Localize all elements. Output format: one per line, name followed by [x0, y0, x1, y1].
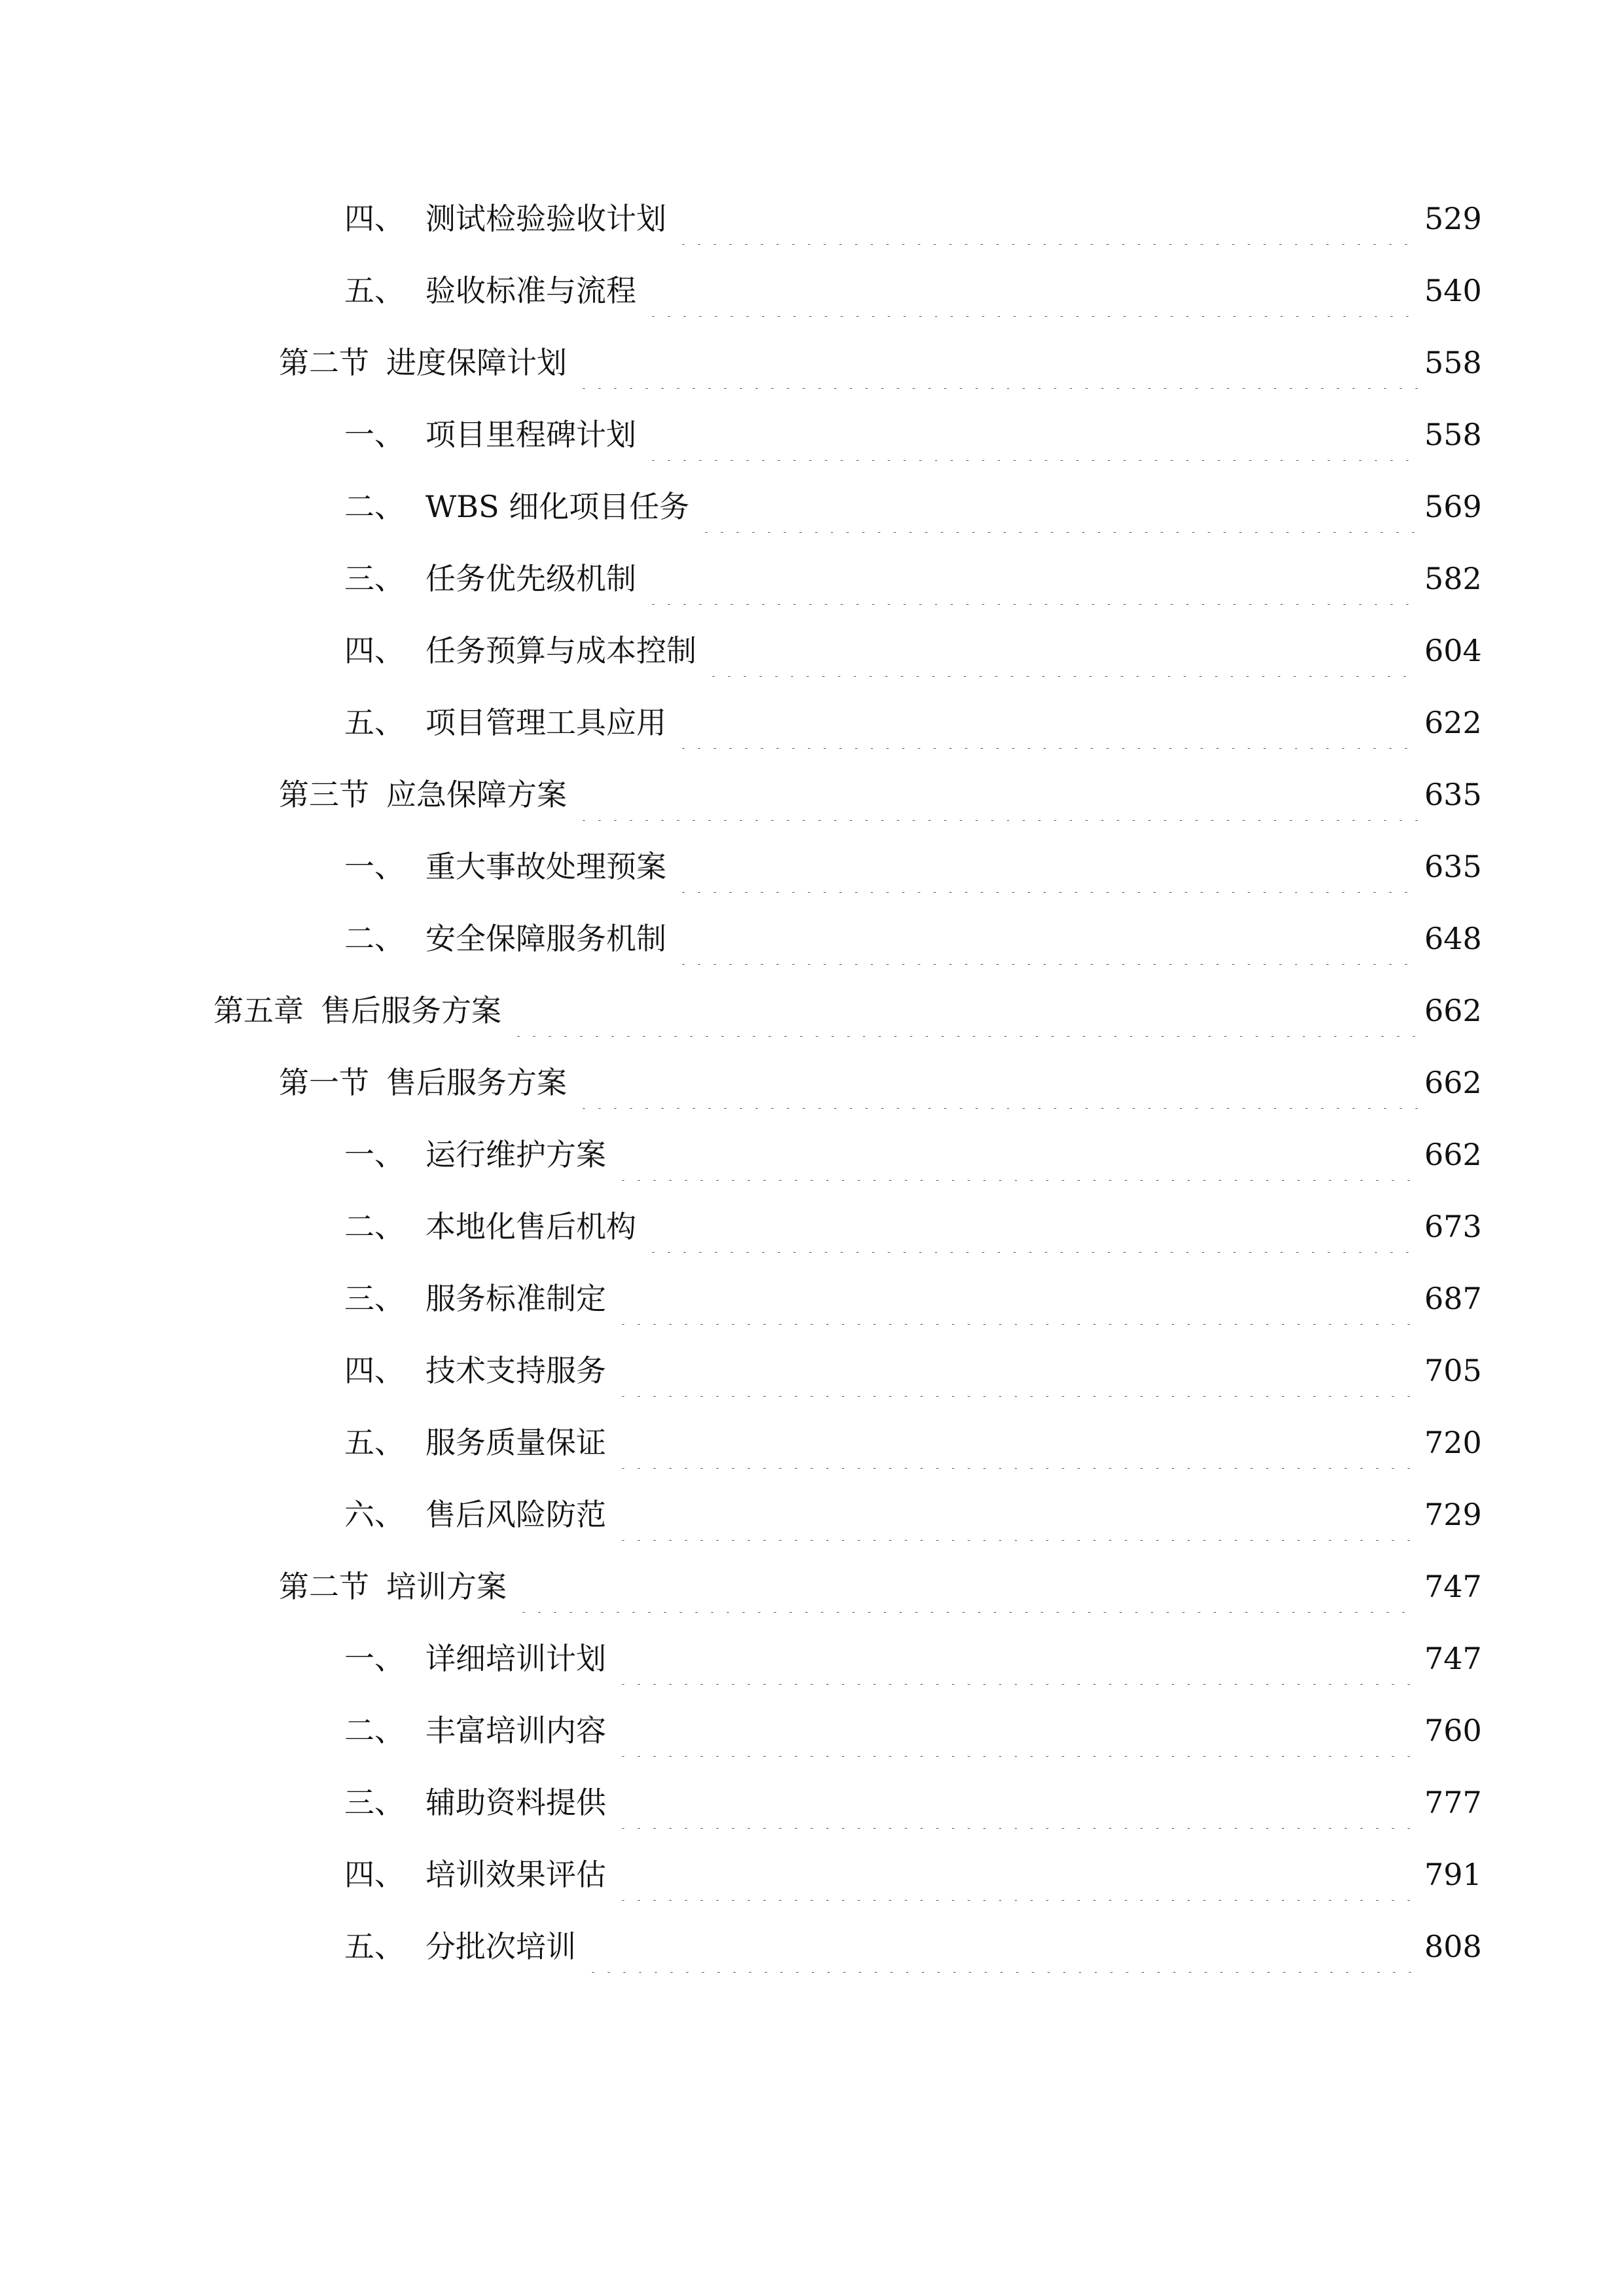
toc-entry-title: 培训方案 — [386, 1569, 507, 1604]
toc-entry-title: 应急保障方案 — [386, 777, 567, 812]
toc-entry-number: 六、 — [344, 1497, 405, 1532]
toc-entry-page: 529 — [1424, 201, 1482, 236]
toc-entry-number: 第三节 — [279, 777, 369, 812]
toc-entry-number: 二、 — [344, 1713, 405, 1748]
toc-entry-page: 622 — [1424, 705, 1482, 740]
toc-entry-number: 三、 — [344, 561, 405, 596]
toc-entry-number: 第二节 — [279, 1569, 369, 1604]
toc-entry-number: 第一节 — [279, 1065, 369, 1100]
dot-leader — [576, 768, 1418, 821]
dot-leader — [615, 1704, 1418, 1757]
toc-entry-title: 培训效果评估 — [425, 1857, 606, 1892]
toc-entry-title: 分批次培训 — [425, 1929, 576, 1964]
dot-leader — [676, 192, 1418, 245]
toc-entry[interactable] — [279, 1560, 1482, 1613]
toc-entry-page: 777 — [1424, 1785, 1482, 1820]
toc-entry-title: 辅助资料提供 — [425, 1785, 606, 1820]
dot-leader — [576, 336, 1418, 389]
toc-entry-page: 558 — [1424, 345, 1482, 380]
toc-entry[interactable] — [344, 624, 1482, 677]
toc-entry[interactable] — [279, 768, 1482, 821]
toc-entry[interactable] — [344, 1128, 1482, 1181]
toc-entry-page: 808 — [1424, 1929, 1482, 1964]
toc-entry-page: 582 — [1424, 561, 1482, 596]
toc-entry-number: 二、 — [344, 489, 405, 524]
toc-entry[interactable] — [344, 1416, 1482, 1469]
dot-leader — [516, 1560, 1418, 1613]
dot-leader — [615, 1128, 1418, 1181]
toc-entry-title: 重大事故处理预案 — [425, 849, 666, 884]
toc-entry[interactable] — [344, 552, 1482, 605]
toc-entry-title: 详细培训计划 — [425, 1641, 606, 1676]
toc-entry-number: 一、 — [344, 849, 405, 884]
toc-entry-number: 三、 — [344, 1281, 405, 1316]
toc-entry-number: 第五章 — [213, 993, 304, 1028]
toc-entry-page: 569 — [1424, 489, 1482, 524]
dot-leader — [706, 624, 1418, 677]
toc-entry-title: 售后风险防范 — [425, 1497, 606, 1532]
toc-entry-title: 进度保障计划 — [386, 345, 567, 380]
dot-leader — [645, 264, 1418, 317]
toc-entry-page: 729 — [1424, 1497, 1482, 1532]
toc-entry-page: 687 — [1424, 1281, 1482, 1316]
toc-entry[interactable] — [344, 1704, 1482, 1757]
toc-entry[interactable] — [344, 1632, 1482, 1685]
toc-entry-number: 五、 — [344, 1929, 405, 1964]
toc-entry[interactable] — [344, 408, 1482, 461]
toc-entry-number: 三、 — [344, 1785, 405, 1820]
toc-entry[interactable] — [344, 1488, 1482, 1541]
toc-entry[interactable] — [344, 696, 1482, 749]
toc-entry-page: 635 — [1424, 777, 1482, 812]
toc-entry-page: 673 — [1424, 1209, 1482, 1244]
toc-entry-title: 项目里程碑计划 — [425, 417, 636, 452]
toc-entry-title: 任务优先级机制 — [425, 561, 636, 596]
toc-entry[interactable] — [344, 1776, 1482, 1829]
toc-entry[interactable] — [344, 1272, 1482, 1325]
dot-leader — [676, 696, 1418, 749]
dot-leader — [645, 552, 1418, 605]
dot-leader — [511, 984, 1418, 1037]
toc-entry[interactable] — [213, 984, 1482, 1037]
dot-leader — [585, 1920, 1418, 1973]
toc-entry-title: 售后服务方案 — [321, 993, 501, 1028]
toc-entry-page: 662 — [1424, 993, 1482, 1028]
toc-entry-number: 二、 — [344, 1209, 405, 1244]
toc-entry-number: 五、 — [344, 1425, 405, 1460]
toc-entry-title: 任务预算与成本控制 — [425, 633, 696, 668]
toc-entry-title: 验收标准与流程 — [425, 273, 636, 308]
toc-entry[interactable] — [279, 336, 1482, 389]
toc-entry[interactable] — [344, 1200, 1482, 1253]
toc-entry-title: 运行维护方案 — [425, 1137, 606, 1172]
toc-entry-page: 720 — [1424, 1425, 1482, 1460]
dot-leader — [576, 1056, 1418, 1109]
dot-leader — [615, 1776, 1418, 1829]
toc-entry-title: 安全保障服务机制 — [425, 921, 666, 956]
toc-entry-page: 791 — [1424, 1857, 1482, 1892]
toc-entry[interactable] — [344, 1920, 1482, 1973]
toc-entry[interactable] — [279, 1056, 1482, 1109]
toc-entry-page: 648 — [1424, 921, 1482, 956]
dot-leader — [698, 480, 1418, 533]
toc-entry-page: 747 — [1424, 1641, 1482, 1676]
toc-entry[interactable] — [344, 1344, 1482, 1397]
toc-entry-title: 本地化售后机构 — [425, 1209, 636, 1244]
toc-entry[interactable] — [344, 840, 1482, 893]
dot-leader — [645, 1200, 1418, 1253]
dot-leader — [615, 1272, 1418, 1325]
toc-entry-number: 一、 — [344, 1641, 405, 1676]
toc-entry-title: 服务标准制定 — [425, 1281, 606, 1316]
toc-entry-number: 四、 — [344, 1353, 405, 1388]
dot-leader — [676, 840, 1418, 893]
dot-leader — [615, 1344, 1418, 1397]
toc-entry[interactable] — [344, 1848, 1482, 1901]
toc-entry[interactable] — [344, 264, 1482, 317]
toc-entry-number: 一、 — [344, 1137, 405, 1172]
toc-entry-title: 技术支持服务 — [425, 1353, 606, 1388]
toc-entry-page: 662 — [1424, 1137, 1482, 1172]
toc-entry-number: 二、 — [344, 921, 405, 956]
toc-entry-number: 四、 — [344, 633, 405, 668]
toc-entry-number: 五、 — [344, 273, 405, 308]
toc-entry-page: 760 — [1424, 1713, 1482, 1748]
toc-entry-number: 四、 — [344, 201, 405, 236]
toc-entry-page: 540 — [1424, 273, 1482, 308]
toc-entry-number: 四、 — [344, 1857, 405, 1892]
dot-leader — [676, 912, 1418, 965]
dot-leader — [615, 1488, 1418, 1541]
toc-entry-number: 一、 — [344, 417, 405, 452]
toc-entry[interactable] — [344, 912, 1482, 965]
toc-entry-page: 604 — [1424, 633, 1482, 668]
dot-leader — [615, 1632, 1418, 1685]
toc-entry[interactable] — [344, 480, 1482, 533]
dot-leader — [615, 1848, 1418, 1901]
toc-entry-number: 五、 — [344, 705, 405, 740]
toc-entry-page: 747 — [1424, 1569, 1482, 1604]
toc-entry[interactable] — [344, 192, 1482, 245]
toc-entry-page: 558 — [1424, 417, 1482, 452]
toc-entry-title: 丰富培训内容 — [425, 1713, 606, 1748]
dot-leader — [645, 408, 1418, 461]
toc-entry-title: WBS 细化项目任务 — [425, 489, 690, 524]
toc-entry-title: 售后服务方案 — [386, 1065, 567, 1100]
toc-entry-page: 635 — [1424, 849, 1482, 884]
toc-entry-title: 测试检验验收计划 — [425, 201, 666, 236]
dot-leader — [615, 1416, 1418, 1469]
toc-entry-number: 第二节 — [279, 345, 369, 380]
toc-entry-title: 项目管理工具应用 — [425, 705, 666, 740]
toc-entry-page: 662 — [1424, 1065, 1482, 1100]
toc-entry-title: 服务质量保证 — [425, 1425, 606, 1460]
toc-entry-page: 705 — [1424, 1353, 1482, 1388]
